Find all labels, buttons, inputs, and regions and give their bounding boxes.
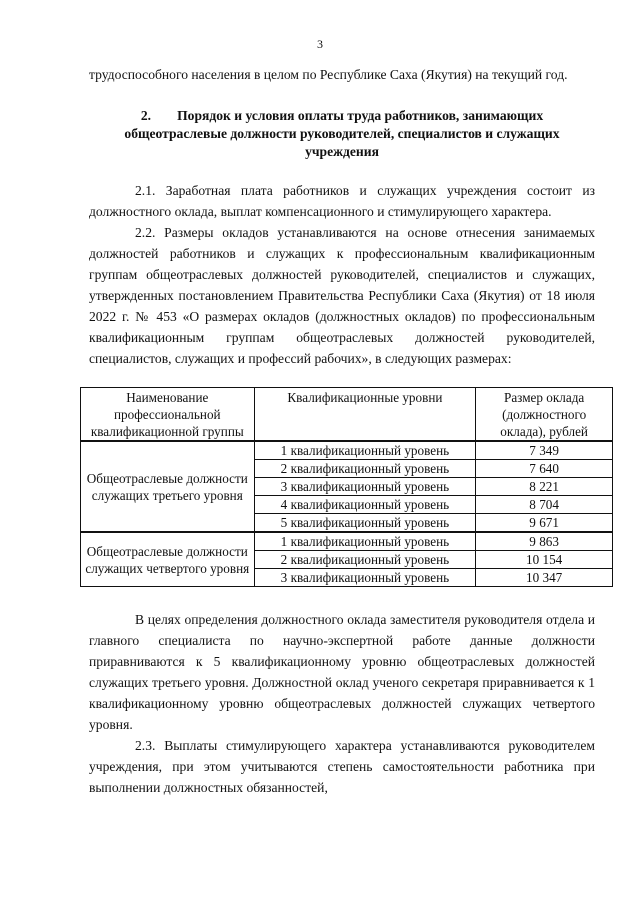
page-number: 3 (317, 37, 323, 51)
salary-cell: 8 704 (476, 496, 613, 514)
level-cell: 2 квалификационный уровень (254, 460, 476, 478)
level-cell: 4 квалификационный уровень (254, 496, 476, 514)
level-cell: 3 квалификационный уровень (254, 478, 476, 496)
salary-cell: 9 671 (476, 514, 613, 533)
salary-table (80, 387, 613, 587)
table-row (81, 532, 613, 551)
level-cell: 3 квалификационный уровень (254, 569, 476, 587)
group-name: Общеотраслевые должности служащих третьего уровня (81, 441, 255, 532)
table-row (81, 441, 613, 460)
salary-cell: 7 349 (476, 441, 613, 460)
section-title: Порядок и условия оплаты труда работников, занимающих общеотраслевые должности руководителей, специалистов и служащих учреждения (124, 108, 560, 159)
level-cell: 2 квалификационный уровень (254, 551, 476, 569)
table-header-row (81, 388, 613, 442)
section-heading (89, 107, 595, 161)
level-cell: 1 квалификационный уровень (254, 532, 476, 551)
paragraph-2-2: 2.2. Размеры окладов устанавливаются на основе отнесения занимаемых должностей работников и служащих к профессиональным квалификационным группам общеотраслевых должностей руководителей, специалистов и служащих, утвержденных постановлением Правительства Республики Саха (Якутия) от 18 июля 2022 г. № 453 «О размерах окладов (должностных окладов) по профессиональным квалификационным группам общеотраслевых должностей руководителей, специалистов, служащих и профессий рабочих», в следующих размерах: (89, 225, 595, 366)
header-salary: Размер оклада (должностного оклада), рублей (476, 388, 613, 442)
group-name: Общеотраслевые должности служащих четвертого уровня (81, 532, 255, 587)
header-group: Наименование профессиональной квалификационной группы (81, 388, 255, 442)
level-cell: 1 квалификационный уровень (254, 441, 476, 460)
salary-cell: 7 640 (476, 460, 613, 478)
document-body (85, 64, 595, 798)
salary-cell: 10 347 (476, 569, 613, 587)
level-cell: 5 квалификационный уровень (254, 514, 476, 533)
paragraph-after-table: В целях определения должностного оклада заместителя руководителя отдела и главного специалиста по научно-экспертной работе данные должности приравниваются к 5 квалификационному уровню общеотраслевых должностей служащих третьего уровня. Должностной оклад ученого секретаря приравнивается к 1 квалификационному уровню общеотраслевых должностей служащих четвертого уровня. (89, 612, 595, 732)
salary-cell: 8 221 (476, 478, 613, 496)
paragraph-2-1: 2.1. Заработная плата работников и служащих учреждения состоит из должностного оклада, выплат компенсационного и стимулирующего характера. (89, 183, 595, 219)
salary-cell: 9 863 (476, 532, 613, 551)
salary-cell: 10 154 (476, 551, 613, 569)
intro-paragraph: трудоспособного населения в целом по Республике Саха (Якутия) на текущий год. (89, 67, 568, 82)
section-number: 2. (140, 108, 152, 123)
paragraph-2-3: 2.3. Выплаты стимулирующего характера устанавливаются руководителем учреждения, при этом учитываются степень самостоятельности работника при выполнении должностных обязанностей, (89, 738, 595, 795)
header-level: Квалификационные уровни (254, 388, 476, 442)
